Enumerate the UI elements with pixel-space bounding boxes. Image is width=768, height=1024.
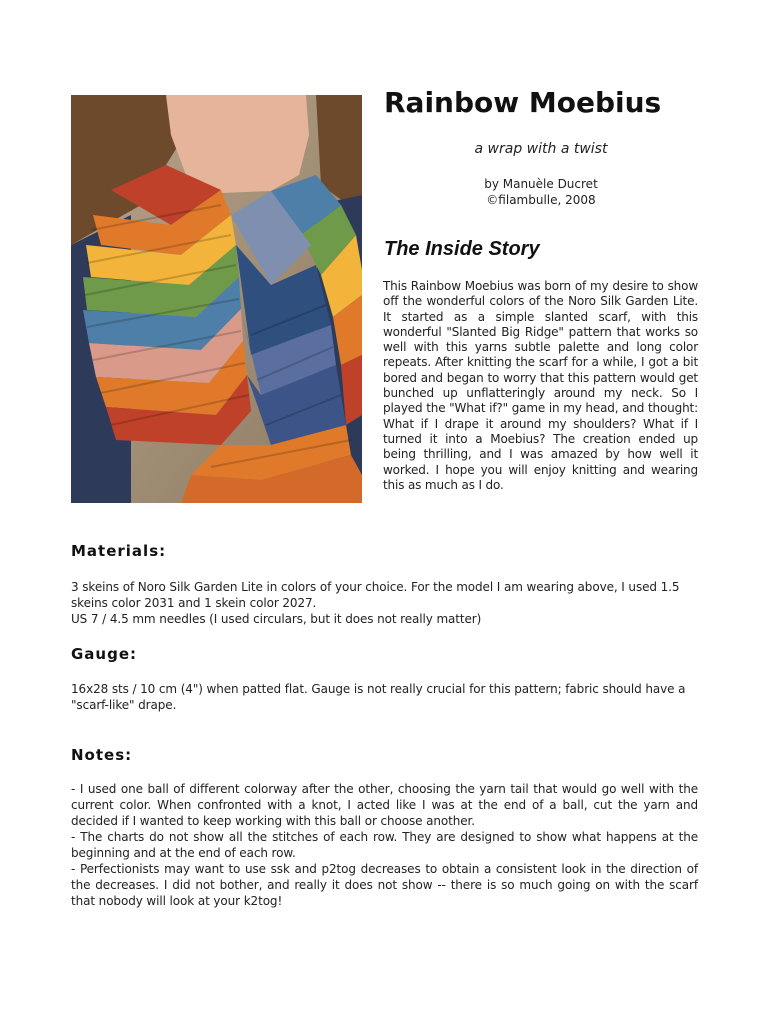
materials-body (71, 579, 698, 627)
gauge-heading: Gauge: (71, 645, 138, 663)
materials-line-2: US 7 / 4.5 mm needles (I used circulars, but it does not really matter) (71, 612, 482, 626)
materials-heading: Materials: (71, 542, 167, 560)
byline (384, 176, 698, 208)
document-subtitle: a wrap with a twist (474, 141, 608, 157)
notes-heading: Notes: (71, 746, 133, 764)
gauge-body: 16x28 sts / 10 cm (4") when patted flat. Gauge is not really crucial for this pattern; fabric should have a "scarf-like" drape. (71, 682, 686, 712)
scarf-photo (71, 95, 362, 503)
materials-line-1: 3 skeins of Noro Silk Garden Lite in colors of your choice. For the model I am wearing above, I used 1.5 skeins color 2031 and 1 skein color 2027. (71, 580, 680, 610)
note-item: - Perfectionists may want to use ssk and p2tog decreases to obtain a consistent look in the direction of the decreases. I did not bother, and really it does not show -- there is so much going on with the scarf that nobody will look at your k2tog! (71, 862, 698, 908)
note-item: - The charts do not show all the stitches of each row. They are designed to show what happens at the beginning and at the end of each row. (71, 830, 698, 860)
inside-story-heading: The Inside Story (384, 238, 540, 260)
author-line: by Manuèle Ducret (484, 177, 598, 191)
knitted-moebius-scarf-photo (71, 95, 362, 503)
notes-body (71, 781, 698, 909)
document-title: Rainbow Moebius (384, 86, 662, 119)
inside-story-body: This Rainbow Moebius was born of my desire to show off the wonderful colors of the Noro Silk Garden Lite. It started as a simple slanted scarf, with this wonderful "Slanted Big Ridge" pattern that works so well with this yarns subtle palette and long color repeats. After knitting the scarf for a while, I got a bit bored and began to worry that this pattern would get bunched up unflatteringly around my neck. So I played the "What if?" game in my head, and thought: What if I drape it around my shoulders? What if I turned it into a Moebius? The creation ended up being thrilling, and I was amazed by how well it worked. I hope you will enjoy knitting and wearing this as much as I do. (383, 279, 698, 492)
note-item: - I used one ball of different colorway after the other, choosing the yarn tail that would go well with the current color. When confronted with a knot, I acted like I was at the end of a ball, cut the yarn and decided if I wanted to keep working with this ball or choose another. (71, 782, 698, 828)
copyright-line: ©filambulle, 2008 (486, 193, 596, 207)
